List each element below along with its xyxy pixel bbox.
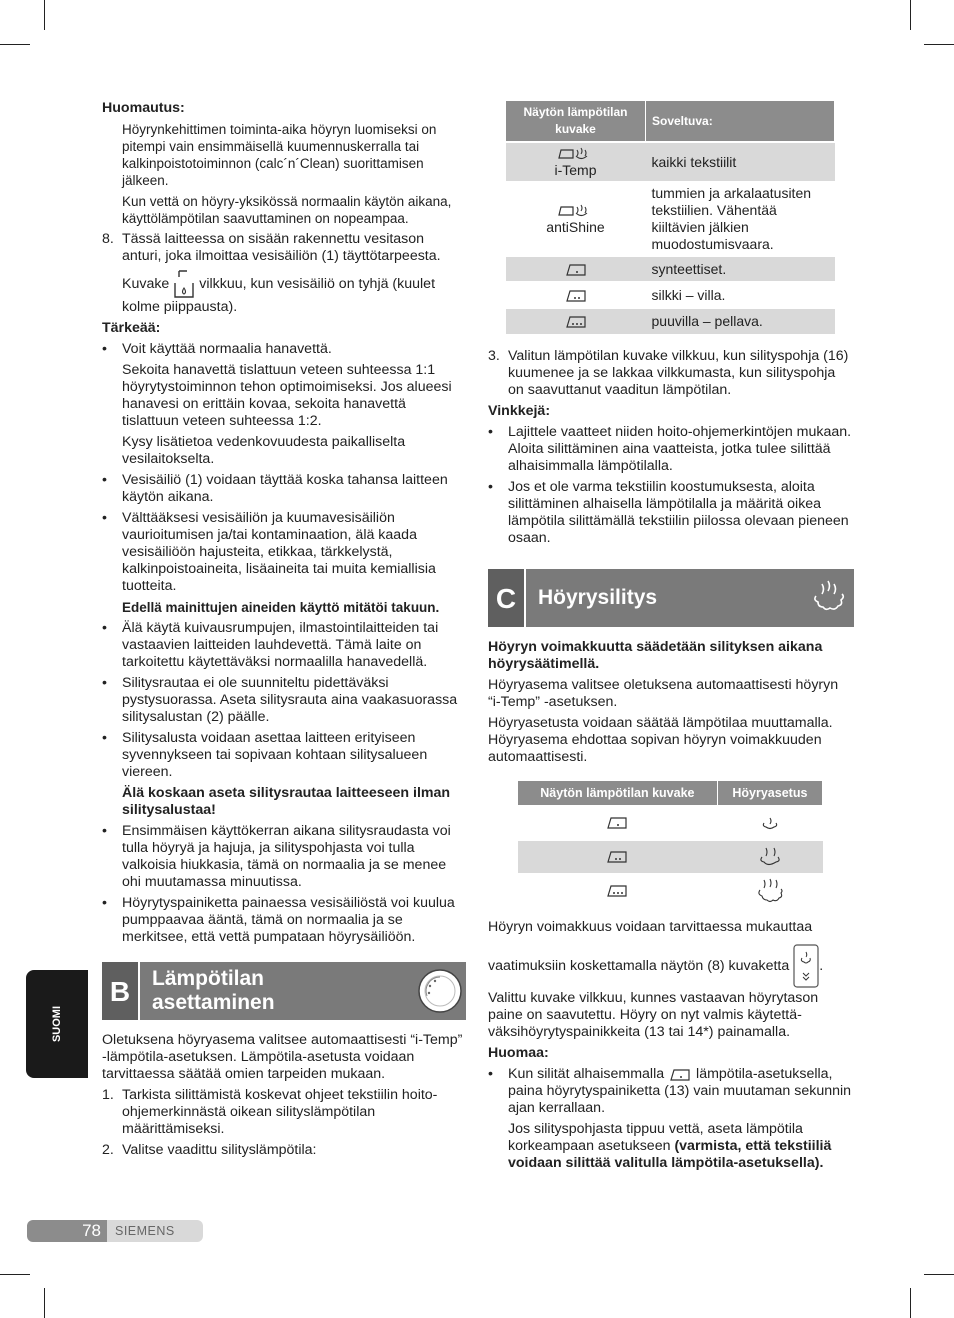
page-number: 78 [27, 1220, 107, 1242]
section-c-bold: Höyryn voimakkuutta säädetään silityksen aikana höyrysäätimellä. [488, 639, 823, 673]
page-footer [27, 1220, 203, 1242]
bullet-glyph: • [102, 620, 107, 636]
bullet-glyph: • [102, 510, 107, 526]
brand-name: SIEMENS [107, 1220, 203, 1242]
numbered-step-1 [102, 1087, 466, 1138]
item-8-paragraph [102, 269, 466, 316]
table-header: Näytön lämpötilan kuvake [518, 781, 718, 807]
bullet-text: Silitysrautaa ei ole suunniteltu pidettäväksi pystysuorassa. Aseta silitysrauta aina vaakasuorassa silitysalustan (2) päälle. [122, 675, 458, 725]
bullet-text: Jos et ole varma tekstiilin koostumuksesta, aloita silittäminen alhaisella lämpötilalla ja määritä oikea lämpötila silittämällä tekstiilin piilossa olevaan pieneen osaan. [508, 479, 849, 547]
numbered-item-8 [102, 231, 466, 265]
note-paragraph: Kun vettä on höyry-yksikössä normaalin käytön aikana, käyttölämpötilan saavuttaminen on nopeampaa. [122, 194, 452, 226]
step-text: Valitun lämpötilan kuvake vilkkuu, kun silityspohja (16) kuumenee ja se lakkaa vilkkumasta, kun silityspohja on saavuttanut vaaditun lämpötilan. [508, 348, 849, 399]
iron-two-dots-icon [518, 840, 718, 874]
bullet-text: Silitysalusta voidaan asettaa laitteen erityiseen syvennykseen tai sopivaan kohtaan silitysalueen viereen. [122, 730, 428, 780]
section-letter: C [488, 569, 526, 627]
note-title: Huomautus: [102, 100, 185, 116]
bullet-paragraph: Sekoita hanavettä tislattuun veteen suhteessa 1:1 höyrytystoiminnon tehon optimoimiseksi. Jos alueesi hanavesi on erittäin kovaa, sekoita hanavettä tislattuun veteen suhteessa 1:2. [122, 362, 452, 429]
bullet-text: Älä käytä kuivausrumpujen, ilmastointilaitteiden tai vastaavien laitteiden lauhdevettä. Tämä laite on tarkoitettu käytettäväksi normaalilla hanavedellä. [122, 620, 439, 670]
safety-warning: Älä koskaan aseta silitysrautaa laitteeseen ilman silitysalustaa! [122, 785, 451, 818]
crop-mark [924, 1274, 954, 1275]
bullet-glyph: • [102, 730, 107, 746]
section-c-header [488, 569, 854, 627]
tips-title: Vinkkejä: [488, 403, 551, 420]
steam-medium-icon [717, 840, 822, 874]
step-text: Tarkista silittämistä koskevat ohjeet tekstiilin hoito-ohjemerkinnästä oikean silityslämpötilan määrittämiseksi. [122, 1087, 438, 1137]
section-title-line: asettaminen [152, 991, 275, 1014]
step-number: 1. [102, 1087, 114, 1103]
temperature-table [505, 100, 835, 334]
table-row [506, 142, 835, 182]
item-8-text-before: Kuvake [122, 275, 170, 292]
step-number: 2. [102, 1142, 114, 1158]
iron-three-dots-icon [506, 308, 646, 334]
bullet-item [488, 1066, 854, 1117]
iron-two-dots-icon [506, 282, 646, 308]
numbered-step-2 [102, 1142, 466, 1159]
crop-mark [0, 44, 30, 45]
section-c-paragraph: Valittu kuvake vilkkuu, kunnes vastaavan höyrytason paine on saavutettu. Höyry on nyt valmis käytettäväksihöyrytyspainikkeita (13 tai 14*) painamalla. [488, 990, 819, 1041]
icon-label: i-Temp [554, 162, 597, 179]
bullet-item [488, 479, 854, 547]
steam-icon [802, 569, 854, 627]
bullet-text: Voit käyttää normaalia hanavettä. [122, 341, 332, 357]
bullet-item [102, 895, 466, 946]
bullet-item [102, 620, 466, 671]
table-row [518, 874, 823, 907]
table-row [518, 806, 823, 840]
bullet-glyph: • [102, 823, 107, 839]
step-number: 3. [488, 348, 500, 365]
table-cell: kaikki tekstiilit [646, 142, 835, 182]
i-temp-icon [506, 142, 646, 182]
language-label: SUOMI [51, 1005, 63, 1043]
note-text: Jos silityspohjasta tippuu vettä, aseta lämpötila korkeampaan asetukseen [508, 1121, 803, 1155]
water-tank-icon [173, 269, 195, 299]
bullet-item [102, 823, 466, 891]
table-cell: synteettiset. [646, 256, 835, 282]
note-text-after: lämpötila-asetuksella, paina höyrytyspainiketta (13) vain muutaman sekunnin ajan kerrallaan. [508, 1066, 852, 1117]
bullet-glyph: • [488, 1066, 493, 1083]
steam-low-icon [717, 806, 822, 840]
crop-mark [44, 0, 45, 30]
bullet-text: Lajittele vaatteet niiden hoito-ohjemerkintöjen mukaan. Aloita silittäminen aina vaatteista, jotka tulee silittää alhaisimmalla lämpötilalla. [508, 424, 852, 475]
bullet-paragraph: Kysy lisätietoa vedenkovuudesta paikalliselta vesilaitokselta. [122, 434, 406, 467]
bullet-item [102, 730, 466, 781]
item-number: 8. [102, 231, 114, 247]
table-row [506, 182, 835, 256]
crop-mark [924, 44, 954, 45]
crop-mark [910, 1288, 911, 1318]
note-text-bold: (varmista, että tekstiiliä voidaan silittää valitulla lämpötila-asetuksella). [508, 1138, 832, 1172]
table-header: Soveltuva: [646, 101, 835, 143]
bullet-glyph: • [488, 479, 493, 496]
section-b-header [102, 962, 466, 1020]
section-letter: B [102, 962, 140, 1020]
section-c-paragraph: Höyryasema valitsee oletuksena automaattisesti höyryn “i-Temp” -asetuksen. [488, 677, 839, 711]
table-cell: silkki – villa. [646, 282, 835, 308]
table-cell: puuvilla – pellava. [646, 308, 835, 334]
bullet-glyph: • [102, 472, 107, 488]
item-text: Tässä laitteessa on sisään rakennettu vesitason anturi, joka ilmoittaa vesisäiliön (1) täyttötarpeesta. [122, 231, 441, 264]
steam-high-icon [717, 874, 822, 907]
bullet-item [102, 510, 466, 595]
crop-mark [0, 1274, 30, 1275]
bullet-item [102, 341, 466, 358]
section-c-paragraph: vaatimuksiin koskettamalla näytön (8) kuvaketta . [488, 944, 854, 988]
bullet-glyph: • [102, 675, 107, 691]
section-c-paragraph: Höyryn voimakkuus voidaan tarvittaessa mukauttaa [488, 919, 813, 936]
bullet-item [102, 675, 466, 726]
bullet-item [488, 424, 854, 475]
bullet-text: Vesisäiliö (1) voidaan täyttää koska tahansa laitteen käytön aikana. [122, 472, 448, 505]
crop-mark [910, 0, 911, 30]
table-header: Näytön lämpötilan kuvake [506, 101, 646, 143]
touch-icon-text: vaatimuksiin koskettamalla näytön (8) kuvaketta [488, 958, 790, 975]
table-row [506, 282, 835, 308]
section-title-line: Lämpötilan [152, 967, 265, 990]
left-column [102, 100, 466, 1159]
section-title: Höyrysilitys [538, 586, 658, 610]
important-title: Tärkeää: [102, 320, 161, 336]
table-cell: tummien ja arkalaatusiten tekstiilien. Vähentää kiiltävien jälkien muodostumisvaara. [646, 182, 835, 256]
table-row [518, 840, 823, 874]
note-text-before: Kun silität alhaisemmalla [508, 1066, 665, 1083]
iron-one-dot-icon [506, 256, 646, 282]
item-8-text-after: vilkkuu, kun vesisäiliö on tyhjä (kuulet kolme piippausta). [122, 275, 436, 315]
right-column [488, 100, 854, 1176]
iron-one-dot-icon [668, 1067, 692, 1083]
bullet-glyph: • [488, 424, 493, 441]
bullet-glyph: • [102, 341, 107, 357]
note-title-right: Huomaa: [488, 1045, 549, 1062]
temperature-dial-icon [414, 962, 466, 1020]
table-header: Höyryasetus [717, 781, 822, 807]
table-row [506, 308, 835, 334]
note-paragraph: Höyrynkehittimen toiminta-aika höyryn luomiseksi on pitempi vain ensimmäisellä kuumennuskerralla tai kalkinpoistotoiminnon (calc´n´Clean) suorittamisen jälkeen. [122, 122, 437, 188]
numbered-step-3 [488, 348, 854, 399]
bullet-text: Höyrytyspainiketta painaessa vesisäiliöstä voi kuulua pumppaavaa ääntä, tämä on normaalia ja se merkitsee, että vettä pumpataan höyrysäiliöön. [122, 895, 455, 945]
antishine-icon [506, 182, 646, 256]
bullet-text [508, 1066, 854, 1117]
icon-label: antiShine [546, 219, 605, 236]
warranty-warning: Edellä mainittujen aineiden käyttö mitätöi takuun. [122, 600, 440, 615]
steam-level-button-icon[interactable] [793, 944, 819, 988]
bullet-glyph: • [102, 895, 107, 911]
bullet-item [102, 472, 466, 506]
iron-three-dots-icon [518, 874, 718, 907]
step-text: Valitse vaadittu silityslämpötila: [122, 1142, 317, 1158]
iron-one-dot-icon [518, 806, 718, 840]
crop-mark [44, 1288, 45, 1318]
section-title [140, 962, 414, 1020]
bullet-text: Ensimmäisen käyttökerran aikana silitysraudasta voi tulla höyryä ja hajuja, ja silityspohjasta voi tulla valkoisia hiukkasia, tämä on normaalia ja se menee ohi muutamassa minuutissa. [122, 823, 451, 890]
section-c-paragraph: Höyryasetusta voidaan säätää lämpötilaa muuttamalla. Höyryasema ehdottaa sopivan höyryn voimakkuuden automaattisesti. [488, 715, 833, 766]
note-paragraph [488, 1121, 854, 1172]
bullet-text: Välttääksesi vesisäiliön ja kuumavesisäiliön vaurioitumisen ja/tai kontaminaation, älä kaada vesisäiliöön hajusteita, etikkaa, tärkkelystä, kalkinpoistoaineita, lisäaineita tai muita kemiallisia tuotteita. [122, 510, 436, 594]
steam-table [517, 780, 823, 907]
section-b-intro: Oletuksena höyryasema valitsee automaattisesti “i-Temp” -lämpötila-asetuksen. Lämpötila-asetusta voidaan tarvittaessa säätää omien tarpeiden mukaan. [102, 1032, 463, 1082]
table-row [506, 256, 835, 282]
